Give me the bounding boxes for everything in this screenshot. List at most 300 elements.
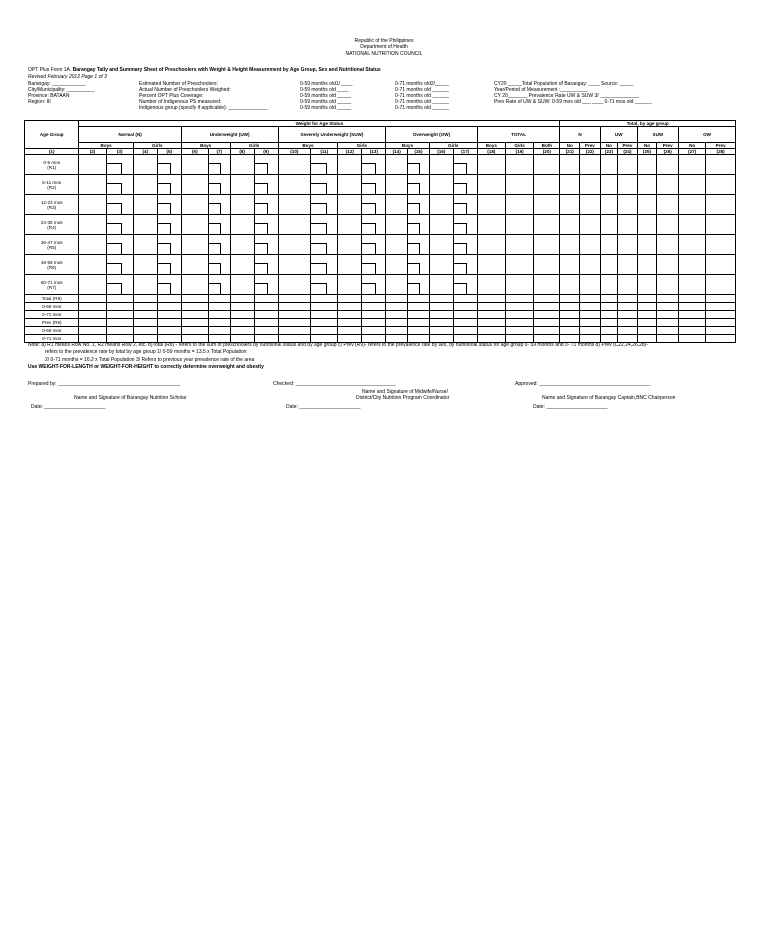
summary-cell[interactable] [408,311,430,319]
summary-cell[interactable] [106,303,133,311]
tally-cell[interactable] [157,275,181,295]
tally-cell[interactable] [133,255,157,275]
summary-cell[interactable] [79,295,106,303]
tally-cell[interactable] [278,255,311,275]
tally-cell[interactable] [362,255,386,275]
tally-cell[interactable] [618,215,638,235]
summary-cell[interactable] [657,327,679,335]
tally-cell[interactable] [106,275,133,295]
summary-cell[interactable] [505,303,533,311]
tally-cell[interactable] [254,175,278,195]
summary-cell[interactable] [208,311,230,319]
prepared-by-field[interactable]: Prepared by: ____________________________________________ [28,381,181,387]
indigenous-group-field[interactable]: Indigenous group (specify if applicable): ______________ [139,105,268,111]
tally-cell[interactable] [534,215,560,235]
summary-cell[interactable] [362,295,386,303]
summary-cell[interactable] [637,303,657,311]
tally-cell[interactable] [157,215,181,235]
summary-cell[interactable] [311,311,338,319]
tally-cell[interactable] [278,275,311,295]
field-0-71-b[interactable]: 0-71 months old ______ [395,87,449,93]
tally-cell[interactable] [618,155,638,175]
summary-cell[interactable] [637,311,657,319]
prev-rate-uw-suw-field[interactable]: Prev Rate of UW & SUW: 0-59 mos old ___ ____ 0-71 mos old ______ [494,99,652,105]
tally-cell[interactable] [278,175,311,195]
tally-cell[interactable] [560,175,580,195]
summary-cell[interactable] [429,295,453,303]
field-0-71-c[interactable]: 0-71 months old ______ [395,93,449,99]
summary-cell[interactable] [278,311,311,319]
summary-cell[interactable] [386,295,408,303]
tally-cell[interactable] [181,195,208,215]
summary-cell[interactable] [106,311,133,319]
tally-cell[interactable] [362,275,386,295]
summary-cell[interactable] [133,319,157,327]
total-population-field[interactable]: CY20 _____Total Population of Barangay: ____ Source: _____ [494,81,634,87]
tally-cell[interactable] [79,275,106,295]
tally-cell[interactable] [362,235,386,255]
summary-cell[interactable] [106,327,133,335]
tally-cell[interactable] [706,195,736,215]
summary-cell[interactable] [408,295,430,303]
summary-cell[interactable] [600,295,617,303]
summary-cell[interactable] [600,303,617,311]
summary-cell[interactable] [208,319,230,327]
tally-cell[interactable] [580,275,601,295]
tally-cell[interactable] [637,235,657,255]
tally-cell[interactable] [208,195,230,215]
tally-cell[interactable] [362,155,386,175]
tally-cell[interactable] [106,255,133,275]
tally-cell[interactable] [79,195,106,215]
tally-cell[interactable] [637,195,657,215]
tally-cell[interactable] [311,215,338,235]
tally-cell[interactable] [230,255,254,275]
summary-cell[interactable] [386,311,408,319]
tally-cell[interactable] [311,255,338,275]
summary-cell[interactable] [600,311,617,319]
tally-cell[interactable] [311,235,338,255]
tally-cell[interactable] [254,215,278,235]
summary-cell[interactable] [208,303,230,311]
tally-cell[interactable] [657,275,679,295]
summary-cell[interactable] [679,295,706,303]
prepared-date-field[interactable]: Date: ______________________ [31,404,106,410]
tally-cell[interactable] [657,195,679,215]
field-0-71-a[interactable]: 0-71 months old2/_____ [395,81,449,87]
tally-cell[interactable] [637,275,657,295]
summary-cell[interactable] [600,327,617,335]
tally-cell[interactable] [618,195,638,215]
tally-cell[interactable] [600,175,617,195]
tally-cell[interactable] [505,175,533,195]
summary-cell[interactable] [618,295,638,303]
summary-cell[interactable] [362,303,386,311]
summary-cell[interactable] [637,327,657,335]
tally-cell[interactable] [453,255,477,275]
summary-cell[interactable] [618,311,638,319]
summary-cell[interactable] [362,327,386,335]
summary-cell[interactable] [453,319,477,327]
summary-cell[interactable] [453,311,477,319]
summary-cell[interactable] [429,327,453,335]
field-0-71-e[interactable]: 0-71 months old ______ [395,105,449,111]
summary-cell[interactable] [505,319,533,327]
barangay-field[interactable]: Barangay: ____________ [28,81,86,87]
tally-cell[interactable] [157,195,181,215]
tally-cell[interactable] [408,215,430,235]
tally-cell[interactable] [477,255,505,275]
tally-cell[interactable] [477,275,505,295]
summary-cell[interactable] [157,303,181,311]
tally-cell[interactable] [181,175,208,195]
tally-cell[interactable] [657,235,679,255]
tally-cell[interactable] [618,235,638,255]
summary-cell[interactable] [618,319,638,327]
tally-cell[interactable] [706,175,736,195]
summary-cell[interactable] [429,303,453,311]
summary-cell[interactable] [311,327,338,335]
summary-cell[interactable] [453,327,477,335]
summary-cell[interactable] [133,311,157,319]
summary-cell[interactable] [133,303,157,311]
tally-cell[interactable] [706,235,736,255]
summary-cell[interactable] [338,327,362,335]
tally-cell[interactable] [679,215,706,235]
tally-cell[interactable] [429,235,453,255]
summary-cell[interactable] [208,295,230,303]
summary-cell[interactable] [157,311,181,319]
tally-cell[interactable] [338,275,362,295]
tally-cell[interactable] [133,155,157,175]
summary-cell[interactable] [580,295,601,303]
summary-cell[interactable] [429,311,453,319]
tally-cell[interactable] [386,235,408,255]
tally-cell[interactable] [505,235,533,255]
field-0-59-a[interactable]: 0-59 months old1/ ____ [300,81,353,87]
summary-cell[interactable] [477,311,505,319]
tally-cell[interactable] [79,215,106,235]
tally-cell[interactable] [338,175,362,195]
tally-cell[interactable] [580,195,601,215]
tally-cell[interactable] [208,275,230,295]
summary-cell[interactable] [133,327,157,335]
summary-cell[interactable] [278,303,311,311]
summary-cell[interactable] [311,303,338,311]
tally-cell[interactable] [706,275,736,295]
field-0-71-d[interactable]: 0-71 months old ______ [395,99,449,105]
summary-cell[interactable] [181,319,208,327]
tally-cell[interactable] [453,215,477,235]
summary-cell[interactable] [79,311,106,319]
tally-cell[interactable] [429,215,453,235]
summary-cell[interactable] [679,327,706,335]
summary-cell[interactable] [157,319,181,327]
tally-cell[interactable] [706,155,736,175]
tally-cell[interactable] [157,155,181,175]
summary-cell[interactable] [580,303,601,311]
tally-cell[interactable] [580,215,601,235]
summary-cell[interactable] [600,319,617,327]
summary-cell[interactable] [79,319,106,327]
tally-cell[interactable] [311,155,338,175]
summary-cell[interactable] [657,319,679,327]
tally-cell[interactable] [600,215,617,235]
summary-cell[interactable] [657,311,679,319]
tally-cell[interactable] [254,195,278,215]
tally-cell[interactable] [208,155,230,175]
summary-cell[interactable] [505,311,533,319]
summary-cell[interactable] [230,303,254,311]
summary-cell[interactable] [505,327,533,335]
summary-cell[interactable] [408,303,430,311]
tally-cell[interactable] [477,155,505,175]
tally-cell[interactable] [386,175,408,195]
summary-cell[interactable] [133,295,157,303]
tally-cell[interactable] [637,155,657,175]
tally-cell[interactable] [278,215,311,235]
summary-cell[interactable] [453,295,477,303]
tally-cell[interactable] [600,195,617,215]
tally-cell[interactable] [79,235,106,255]
summary-cell[interactable] [181,327,208,335]
tally-cell[interactable] [706,215,736,235]
summary-cell[interactable] [657,303,679,311]
tally-cell[interactable] [657,175,679,195]
tally-cell[interactable] [386,195,408,215]
tally-cell[interactable] [429,195,453,215]
tally-cell[interactable] [181,155,208,175]
summary-cell[interactable] [637,319,657,327]
summary-cell[interactable] [278,327,311,335]
summary-cell[interactable] [106,319,133,327]
tally-cell[interactable] [362,195,386,215]
summary-cell[interactable] [560,319,580,327]
summary-cell[interactable] [254,311,278,319]
tally-cell[interactable] [338,155,362,175]
tally-cell[interactable] [560,155,580,175]
summary-cell[interactable] [618,327,638,335]
tally-cell[interactable] [408,155,430,175]
field-0-59-b[interactable]: 0-59 months old ____ [300,87,349,93]
tally-cell[interactable] [408,175,430,195]
summary-cell[interactable] [534,327,560,335]
tally-cell[interactable] [453,175,477,195]
summary-cell[interactable] [534,303,560,311]
tally-cell[interactable] [534,255,560,275]
tally-cell[interactable] [505,155,533,175]
tally-cell[interactable] [580,155,601,175]
tally-cell[interactable] [79,175,106,195]
tally-cell[interactable] [580,175,601,195]
tally-cell[interactable] [505,275,533,295]
summary-cell[interactable] [230,319,254,327]
summary-cell[interactable] [706,327,736,335]
summary-cell[interactable] [477,295,505,303]
tally-cell[interactable] [477,195,505,215]
tally-cell[interactable] [208,255,230,275]
summary-cell[interactable] [580,319,601,327]
summary-cell[interactable] [157,295,181,303]
checked-date-field[interactable]: Date: ______________________ [286,404,361,410]
tally-cell[interactable] [505,215,533,235]
tally-cell[interactable] [157,255,181,275]
tally-cell[interactable] [254,275,278,295]
summary-cell[interactable] [278,319,311,327]
prevalence-rate-field[interactable]: CY 20_______ Prevalence Rate UW & SUW 3/ ______________ [494,93,640,99]
tally-cell[interactable] [106,195,133,215]
summary-cell[interactable] [181,311,208,319]
tally-cell[interactable] [79,155,106,175]
tally-cell[interactable] [560,235,580,255]
tally-cell[interactable] [157,175,181,195]
tally-cell[interactable] [429,275,453,295]
tally-cell[interactable] [657,215,679,235]
tally-cell[interactable] [679,195,706,215]
tally-cell[interactable] [181,215,208,235]
tally-cell[interactable] [580,255,601,275]
summary-cell[interactable] [254,319,278,327]
tally-cell[interactable] [230,275,254,295]
tally-cell[interactable] [79,255,106,275]
tally-cell[interactable] [362,215,386,235]
tally-cell[interactable] [254,235,278,255]
summary-cell[interactable] [477,303,505,311]
tally-cell[interactable] [618,255,638,275]
tally-cell[interactable] [637,255,657,275]
summary-cell[interactable] [386,303,408,311]
summary-cell[interactable] [338,303,362,311]
summary-cell[interactable] [706,295,736,303]
tally-cell[interactable] [230,195,254,215]
tally-cell[interactable] [600,235,617,255]
summary-cell[interactable] [254,295,278,303]
summary-cell[interactable] [254,303,278,311]
summary-cell[interactable] [157,327,181,335]
summary-cell[interactable] [580,311,601,319]
tally-cell[interactable] [580,235,601,255]
tally-cell[interactable] [106,155,133,175]
measurement-period-field[interactable]: Year/Period of Measurement :__________ [494,87,589,93]
tally-cell[interactable] [453,155,477,175]
tally-cell[interactable] [133,275,157,295]
tally-cell[interactable] [505,255,533,275]
tally-cell[interactable] [534,275,560,295]
tally-cell[interactable] [560,275,580,295]
field-0-59-c[interactable]: 0-59 months old _____ [300,93,352,99]
summary-cell[interactable] [338,319,362,327]
tally-cell[interactable] [618,275,638,295]
tally-cell[interactable] [477,235,505,255]
tally-cell[interactable] [106,215,133,235]
summary-cell[interactable] [208,327,230,335]
tally-cell[interactable] [534,175,560,195]
summary-cell[interactable] [429,319,453,327]
summary-cell[interactable] [534,295,560,303]
tally-cell[interactable] [311,195,338,215]
summary-cell[interactable] [79,327,106,335]
tally-cell[interactable] [338,215,362,235]
tally-cell[interactable] [408,255,430,275]
summary-cell[interactable] [679,319,706,327]
tally-cell[interactable] [429,255,453,275]
tally-cell[interactable] [429,155,453,175]
summary-cell[interactable] [679,311,706,319]
summary-cell[interactable] [386,319,408,327]
summary-cell[interactable] [706,311,736,319]
summary-cell[interactable] [505,295,533,303]
summary-cell[interactable] [79,303,106,311]
tally-cell[interactable] [453,275,477,295]
summary-cell[interactable] [230,327,254,335]
tally-cell[interactable] [133,175,157,195]
tally-cell[interactable] [679,155,706,175]
summary-cell[interactable] [408,327,430,335]
summary-cell[interactable] [230,311,254,319]
tally-cell[interactable] [477,175,505,195]
tally-cell[interactable] [311,275,338,295]
summary-cell[interactable] [477,327,505,335]
tally-cell[interactable] [679,175,706,195]
summary-cell[interactable] [618,303,638,311]
summary-cell[interactable] [679,303,706,311]
summary-cell[interactable] [477,319,505,327]
tally-cell[interactable] [230,235,254,255]
summary-cell[interactable] [560,311,580,319]
tally-cell[interactable] [505,195,533,215]
tally-cell[interactable] [453,235,477,255]
tally-cell[interactable] [453,195,477,215]
tally-cell[interactable] [338,235,362,255]
tally-cell[interactable] [600,255,617,275]
summary-cell[interactable] [181,303,208,311]
summary-cell[interactable] [311,295,338,303]
tally-cell[interactable] [254,155,278,175]
tally-cell[interactable] [386,255,408,275]
summary-cell[interactable] [181,295,208,303]
tally-cell[interactable] [208,235,230,255]
summary-cell[interactable] [679,335,706,343]
summary-cell[interactable] [534,319,560,327]
tally-cell[interactable] [637,175,657,195]
summary-cell[interactable] [386,327,408,335]
tally-cell[interactable] [637,215,657,235]
tally-cell[interactable] [278,155,311,175]
summary-cell[interactable] [311,319,338,327]
tally-cell[interactable] [477,215,505,235]
summary-cell[interactable] [657,295,679,303]
summary-cell[interactable] [453,303,477,311]
tally-cell[interactable] [278,235,311,255]
tally-cell[interactable] [408,195,430,215]
field-0-59-e[interactable]: 0-59 months old _____ [300,105,352,111]
tally-cell[interactable] [657,155,679,175]
tally-cell[interactable] [600,275,617,295]
tally-cell[interactable] [133,195,157,215]
approved-date-field[interactable]: Date: ______________________ [533,404,608,410]
tally-cell[interactable] [386,215,408,235]
summary-cell[interactable] [560,295,580,303]
tally-cell[interactable] [230,215,254,235]
tally-cell[interactable] [657,255,679,275]
tally-cell[interactable] [600,155,617,175]
tally-cell[interactable] [362,175,386,195]
summary-cell[interactable] [560,327,580,335]
tally-cell[interactable] [706,255,736,275]
tally-cell[interactable] [534,155,560,175]
city-field[interactable]: City/Municipality: __________ [28,87,95,93]
tally-cell[interactable] [679,235,706,255]
